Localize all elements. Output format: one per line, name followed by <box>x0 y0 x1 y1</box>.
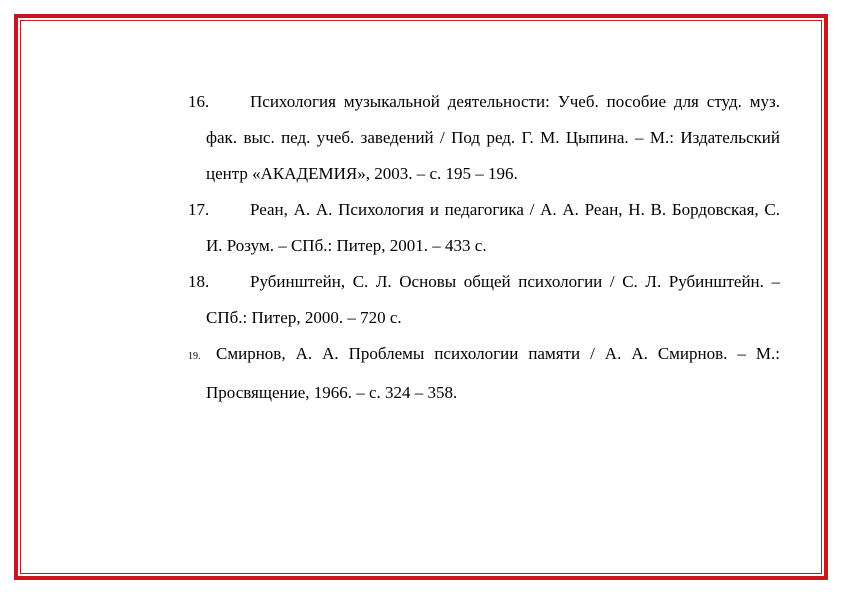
reference-item-16 <box>188 84 780 192</box>
reference-number: 16. <box>188 92 210 111</box>
reference-text: Смирнов, А. А. Проблемы психологии памяти / А. А. Смирнов. – М.: Просвящение, 1966. – с. 324 – 358. <box>206 344 780 402</box>
reference-text: Реан, А. А. Психология и педагогика / А. А. Реан, Н. В. Бордовская, С. И. Розум. – СПб.: Питер, 2001. – 433 с. <box>206 200 780 255</box>
reference-text: Психология музыкальной деятельности: Учеб. пособие для студ. муз. фак. выс. пед. учеб. заведений / Под ред. Г. М. Цыпина. – М.: Издательский центр «АКАДЕМИЯ», 2003. – с. 195 – 196. <box>206 92 780 183</box>
reference-text: Рубинштейн, С. Л. Основы общей психологии / С. Л. Рубинштейн. – СПб.: Питер, 2000. – 720 с. <box>206 272 780 327</box>
reference-item-18 <box>188 264 780 336</box>
reference-number: 17. <box>188 200 210 219</box>
reference-number: 18. <box>188 272 210 291</box>
reference-item-19 <box>188 336 780 411</box>
reference-list <box>188 84 780 411</box>
reference-number: 19. <box>188 351 201 362</box>
reference-item-17 <box>188 192 780 264</box>
